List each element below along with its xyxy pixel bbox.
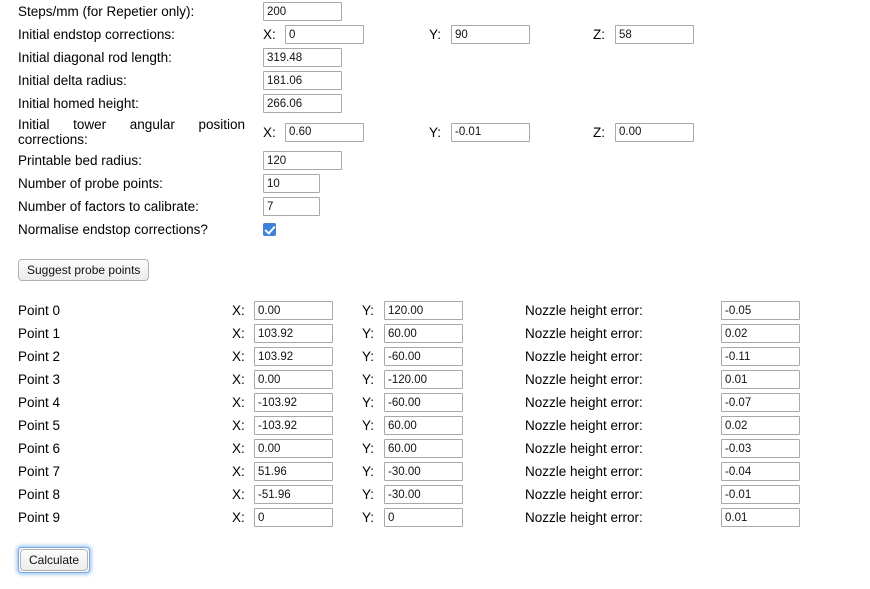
axis-label-y: Y: (362, 349, 375, 364)
axis-label-x: X: (232, 349, 245, 364)
axis-label-x: X: (232, 464, 245, 479)
label-normalise-endstop-corrections: Normalise endstop corrections? (18, 221, 208, 237)
label-tower-angular-corrections: Initial tower angular position corrections: (18, 117, 245, 147)
label-diagonal-rod-length: Initial diagonal rod length: (18, 49, 172, 65)
point-label: Point 9 (18, 510, 61, 525)
axis-label-y: Y: (362, 418, 375, 433)
input-endstop-y[interactable] (451, 25, 530, 44)
nozzle-height-error-input[interactable] (721, 485, 800, 504)
point-label: Point 5 (18, 418, 61, 433)
point-y-input[interactable] (384, 416, 463, 435)
axis-label-x: X: (232, 441, 245, 456)
axis-label-z: Z: (593, 27, 605, 42)
table-row (0, 391, 870, 414)
axis-label-x: X: (232, 487, 245, 502)
point-y-input[interactable] (384, 347, 463, 366)
point-x-input[interactable] (254, 324, 333, 343)
point-x-input[interactable] (254, 416, 333, 435)
input-tower-x[interactable] (285, 123, 364, 142)
point-x-input[interactable] (254, 393, 333, 412)
label-delta-radius: Initial delta radius: (18, 72, 127, 88)
table-row (0, 437, 870, 460)
nozzle-height-error-input[interactable] (721, 439, 800, 458)
point-y-input[interactable] (384, 462, 463, 481)
label-homed-height: Initial homed height: (18, 95, 139, 111)
label-number-of-factors: Number of factors to calibrate: (18, 198, 199, 214)
axis-label-y: Y: (362, 441, 375, 456)
point-y-input[interactable] (384, 485, 463, 504)
table-row (0, 299, 870, 322)
nozzle-height-error-label: Nozzle height error: (525, 510, 643, 525)
point-y-input[interactable] (384, 370, 463, 389)
nozzle-height-error-label: Nozzle height error: (525, 349, 643, 364)
nozzle-height-error-input[interactable] (721, 370, 800, 389)
point-x-input[interactable] (254, 301, 333, 320)
nozzle-height-error-input[interactable] (721, 416, 800, 435)
table-row (0, 368, 870, 391)
nozzle-height-error-input[interactable] (721, 462, 800, 481)
point-x-input[interactable] (254, 370, 333, 389)
suggest-probe-points-button[interactable]: Suggest probe points (18, 259, 149, 281)
point-y-input[interactable] (384, 439, 463, 458)
axis-label-x: X: (232, 372, 245, 387)
row-tower-angular-corrections (0, 115, 870, 149)
axis-label-y: Y: (362, 303, 375, 318)
nozzle-height-error-input[interactable] (721, 301, 800, 320)
point-x-input[interactable] (254, 347, 333, 366)
axis-label-x: X: (232, 395, 245, 410)
row-printable-bed-radius (0, 149, 870, 172)
nozzle-height-error-label: Nozzle height error: (525, 395, 643, 410)
nozzle-height-error-label: Nozzle height error: (525, 326, 643, 341)
table-row (0, 506, 870, 529)
input-endstop-x[interactable] (285, 25, 364, 44)
axis-label-y: Y: (362, 395, 375, 410)
axis-label-y: Y: (362, 487, 375, 502)
nozzle-height-error-label: Nozzle height error: (525, 464, 643, 479)
label-initial-endstop-corrections: Initial endstop corrections: (18, 26, 175, 42)
input-number-of-probe-points[interactable] (263, 174, 320, 193)
row-steps-per-mm (0, 0, 870, 23)
label-printable-bed-radius: Printable bed radius: (18, 152, 142, 168)
point-y-input[interactable] (384, 324, 463, 343)
table-row (0, 345, 870, 368)
row-delta-radius (0, 69, 870, 92)
point-x-input[interactable] (254, 508, 333, 527)
point-y-input[interactable] (384, 301, 463, 320)
point-label: Point 2 (18, 349, 61, 364)
table-row (0, 322, 870, 345)
input-number-of-factors[interactable] (263, 197, 320, 216)
nozzle-height-error-input[interactable] (721, 324, 800, 343)
row-diagonal-rod-length (0, 46, 870, 69)
row-normalise-endstop-corrections (0, 218, 870, 241)
nozzle-height-error-label: Nozzle height error: (525, 487, 643, 502)
row-number-of-factors (0, 195, 870, 218)
table-row (0, 460, 870, 483)
nozzle-height-error-label: Nozzle height error: (525, 372, 643, 387)
nozzle-height-error-input[interactable] (721, 347, 800, 366)
calculate-button[interactable]: Calculate (20, 549, 88, 571)
suggest-probe-points-wrap (0, 259, 870, 281)
point-y-input[interactable] (384, 508, 463, 527)
axis-label-x: X: (232, 418, 245, 433)
input-delta-radius[interactable] (263, 71, 342, 90)
label-number-of-probe-points: Number of probe points: (18, 175, 163, 191)
input-steps-per-mm[interactable] (263, 2, 342, 21)
nozzle-height-error-label: Nozzle height error: (525, 418, 643, 433)
point-label: Point 3 (18, 372, 61, 387)
nozzle-height-error-label: Nozzle height error: (525, 441, 643, 456)
table-row (0, 414, 870, 437)
calculate-wrap (0, 547, 870, 573)
axis-label-x: X: (232, 326, 245, 341)
input-tower-y[interactable] (451, 123, 530, 142)
input-homed-height[interactable] (263, 94, 342, 113)
point-label: Point 0 (18, 303, 61, 318)
point-x-input[interactable] (254, 485, 333, 504)
axis-label-x-tower: X: (263, 124, 276, 140)
row-initial-endstop-corrections (0, 23, 870, 46)
axis-label-y: Y: (362, 510, 375, 525)
axis-label-y-tower: Y: (429, 124, 442, 140)
nozzle-height-error-input[interactable] (721, 393, 800, 412)
input-tower-z[interactable] (615, 123, 694, 142)
row-number-of-probe-points (0, 172, 870, 195)
table-row (0, 483, 870, 506)
checkbox-normalise-endstop-corrections[interactable] (263, 223, 276, 236)
row-homed-height (0, 92, 870, 115)
point-label: Point 4 (18, 395, 61, 410)
point-x-input[interactable] (254, 462, 333, 481)
axis-label-z-tower: Z: (593, 124, 605, 140)
axis-label-x: X: (232, 510, 245, 525)
input-endstop-z[interactable] (615, 25, 694, 44)
axis-label-x: X: (263, 27, 276, 42)
axis-label-y: Y: (362, 464, 375, 479)
point-label: Point 7 (18, 464, 61, 479)
point-label: Point 6 (18, 441, 61, 456)
nozzle-height-error-label: Nozzle height error: (525, 303, 643, 318)
axis-label-y: Y: (362, 326, 375, 341)
axis-label-y: Y: (429, 27, 442, 42)
point-label: Point 8 (18, 487, 61, 502)
point-label: Point 1 (18, 326, 61, 341)
input-diagonal-rod-length[interactable] (263, 48, 342, 67)
nozzle-height-error-input[interactable] (721, 508, 800, 527)
label-steps-per-mm: Steps/mm (for Repetier only): (18, 3, 195, 19)
point-y-input[interactable] (384, 393, 463, 412)
axis-label-x: X: (232, 303, 245, 318)
input-printable-bed-radius[interactable] (263, 151, 342, 170)
axis-label-y: Y: (362, 372, 375, 387)
probe-points-list (0, 299, 870, 529)
point-x-input[interactable] (254, 439, 333, 458)
